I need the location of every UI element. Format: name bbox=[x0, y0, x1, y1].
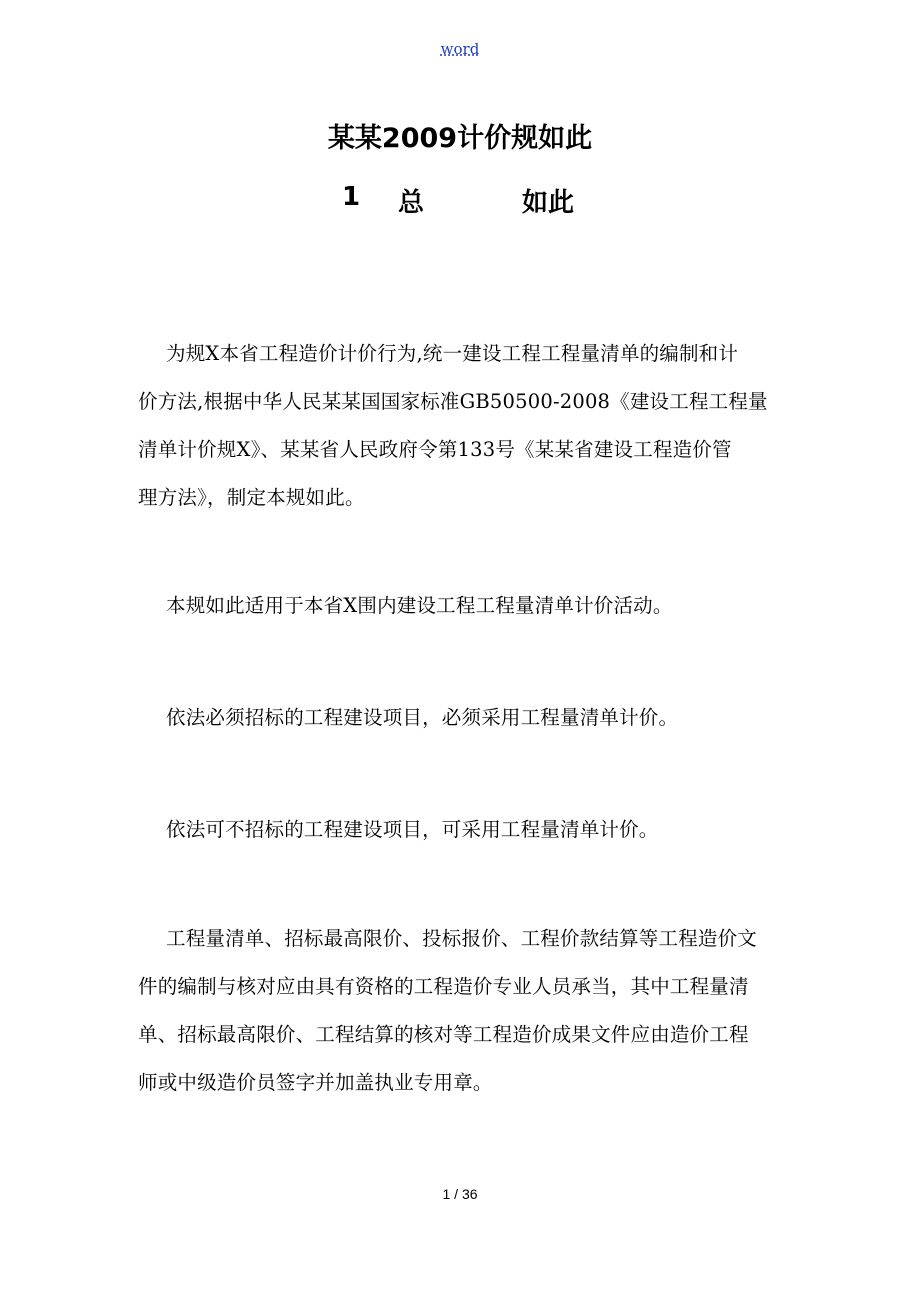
paragraph-line: 件的编制与核对应由具有资格的工程造价专业人员承当，其中工程量清 bbox=[138, 975, 749, 998]
chapter-heading bbox=[0, 182, 920, 222]
paragraph-purpose bbox=[138, 330, 788, 522]
paragraph-line: 价方法,根据中华人民某某国国家标准GB50500-2008《建设工程工程量 bbox=[138, 390, 768, 413]
paragraph-optional-bidding bbox=[138, 806, 788, 854]
paragraph-line: 本规如此适用于本省X围内建设工程工程量清单计价活动。 bbox=[166, 594, 673, 617]
header-word-link[interactable]: word bbox=[440, 40, 480, 58]
paragraph-line: 依法可不招标的工程建设项目，可采用工程量清单计价。 bbox=[166, 818, 659, 841]
paragraph-line: 工程量清单、招标最高限价、投标报价、工程价款结算等工程造价文 bbox=[166, 927, 758, 950]
paragraph-line: 单、招标最高限价、工程结算的核对等工程造价成果文件应由造价工程 bbox=[138, 1023, 749, 1046]
paragraph-mandatory-bidding bbox=[138, 694, 788, 742]
paragraph-line: 理方法》，制定本规如此。 bbox=[138, 486, 365, 509]
paragraph-qualification bbox=[138, 915, 788, 1107]
page-header bbox=[0, 40, 920, 58]
paragraph-line: 依法必须招标的工程建设项目，必须采用工程量清单计价。 bbox=[166, 706, 679, 729]
paragraph-scope bbox=[138, 582, 788, 630]
paragraph-line: 清单计价规X》、某某省人民政府令第133号《某某省建设工程造价管 bbox=[138, 438, 732, 461]
paragraph-line: 为规X本省工程造价计价行为,统一建设工程工程量清单的编制和计 bbox=[166, 342, 739, 365]
paragraph-line: 师或中级造价员签字并加盖执业专用章。 bbox=[138, 1071, 493, 1094]
document-title: 某某2009计价规如此 bbox=[327, 123, 593, 154]
page-footer bbox=[0, 1186, 920, 1202]
chapter-title-part2: 如此 bbox=[522, 188, 575, 218]
page-number-indicator: 1 / 36 bbox=[442, 1186, 478, 1202]
chapter-number: 1 bbox=[342, 182, 361, 212]
chapter-title-part1: 总 bbox=[398, 188, 425, 218]
